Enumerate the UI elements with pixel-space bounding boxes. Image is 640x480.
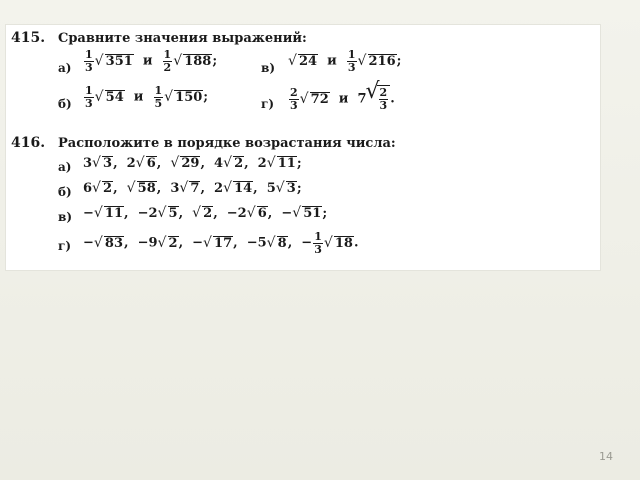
problem-415-number: 415. <box>11 30 46 46</box>
problem-416-item-expression: −√ 83, −9√ 2, −√ 17, −5√ 8, − $\frac{1}{3}$ √ 18. <box>83 231 358 255</box>
problem-416-item-label: г) <box>58 239 72 253</box>
problem-416-item-label: а) <box>58 160 72 174</box>
problem-415-item-expression: √ 24 и $\frac{1}{3}$ √ 216; <box>288 49 401 73</box>
problem-415-title: Сравните значения выражений: <box>58 31 307 46</box>
problem-416-title: Расположите в порядке возрастания числа: <box>58 136 396 151</box>
problem-415-item-expression: $\frac{1}{3}$ √ 351 и $\frac{1}{2}$ √ 188; <box>83 49 217 73</box>
textbook-scan <box>6 25 600 270</box>
problem-415-item-label: в) <box>261 61 276 75</box>
problem-415-item-label: а) <box>58 61 72 75</box>
problem-415-item-expression: $\frac{1}{3}$ √ 54 и $\frac{1}{5}$ √ 150; <box>83 85 208 109</box>
problem-415-item-expression: $\frac{2}{3}$ √ 72 и 7 √ $\frac{2}{3}$ . <box>288 85 395 111</box>
problem-415-item-label: б) <box>58 97 72 111</box>
problem-416-item-expression: 3√ 3, 2√ 6, √ 29, 4√ 2, 2√ 11; <box>83 156 302 172</box>
slide-page-number: 14 <box>599 450 613 463</box>
problem-416-item-label: б) <box>58 185 72 199</box>
problem-416-item-expression: 6√ 2, √ 58, 3√ 7, 2√ 14, 5√ 3; <box>83 181 302 197</box>
problem-416-number: 416. <box>11 135 46 151</box>
problem-416-item-expression: −√ 11, −2√ 5, √ 2, −2√ 6, −√ 51; <box>83 206 327 222</box>
problem-416-item-label: в) <box>58 210 73 224</box>
problem-415-item-label: г) <box>261 97 275 111</box>
